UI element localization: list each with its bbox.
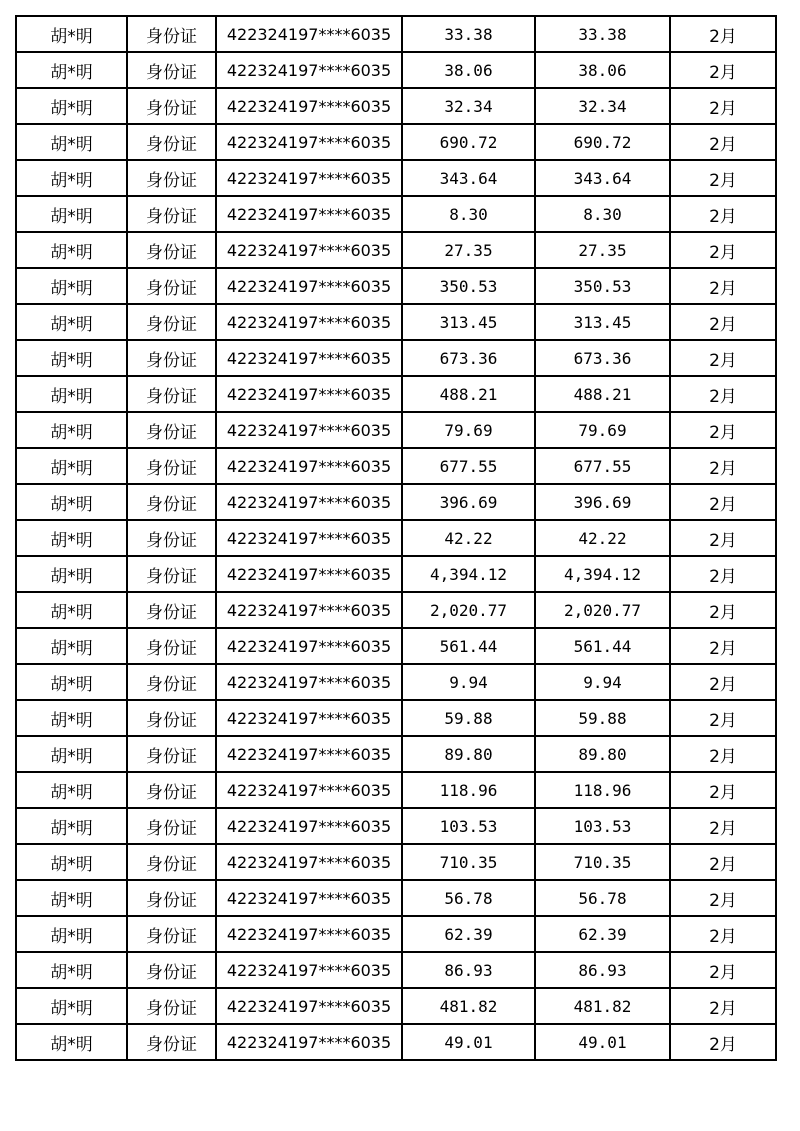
id-type-cell: 身份证 [127,844,216,880]
name-cell: 胡*明 [16,304,127,340]
amount-paid-cell: 118.96 [535,772,670,808]
month-cell: 2月 [670,160,776,196]
id-number-cell: 422324197****6035 [216,268,402,304]
month-cell: 2月 [670,880,776,916]
table-row [16,376,776,412]
month-cell: 2月 [670,592,776,628]
table-row [16,484,776,520]
id-type-cell: 身份证 [127,484,216,520]
id-type-cell: 身份证 [127,988,216,1024]
name-cell: 胡*明 [16,916,127,952]
name-cell: 胡*明 [16,664,127,700]
name-cell: 胡*明 [16,340,127,376]
id-type-cell: 身份证 [127,736,216,772]
amount-paid-cell: 673.36 [535,340,670,376]
name-cell: 胡*明 [16,88,127,124]
id-number-cell: 422324197****6035 [216,880,402,916]
amount-paid-cell: 33.38 [535,16,670,52]
id-type-cell: 身份证 [127,592,216,628]
id-number-cell: 422324197****6035 [216,808,402,844]
id-number-cell: 422324197****6035 [216,304,402,340]
id-number-cell: 422324197****6035 [216,448,402,484]
amount-paid-cell: 396.69 [535,484,670,520]
amount-cell: 673.36 [402,340,535,376]
table-row [16,196,776,232]
month-cell: 2月 [670,664,776,700]
id-type-cell: 身份证 [127,700,216,736]
amount-cell: 4,394.12 [402,556,535,592]
amount-paid-cell: 89.80 [535,736,670,772]
amount-paid-cell: 38.06 [535,52,670,88]
amount-cell: 86.93 [402,952,535,988]
id-type-cell: 身份证 [127,88,216,124]
amount-paid-cell: 561.44 [535,628,670,664]
name-cell: 胡*明 [16,196,127,232]
name-cell: 胡*明 [16,268,127,304]
id-number-cell: 422324197****6035 [216,772,402,808]
payment-table [15,15,777,1061]
id-number-cell: 422324197****6035 [216,664,402,700]
id-type-cell: 身份证 [127,16,216,52]
id-number-cell: 422324197****6035 [216,916,402,952]
id-type-cell: 身份证 [127,448,216,484]
id-type-cell: 身份证 [127,268,216,304]
table-row [16,772,776,808]
id-type-cell: 身份证 [127,808,216,844]
month-cell: 2月 [670,988,776,1024]
name-cell: 胡*明 [16,556,127,592]
month-cell: 2月 [670,772,776,808]
amount-cell: 27.35 [402,232,535,268]
table-row [16,664,776,700]
id-number-cell: 422324197****6035 [216,340,402,376]
id-number-cell: 422324197****6035 [216,628,402,664]
amount-cell: 8.30 [402,196,535,232]
amount-cell: 313.45 [402,304,535,340]
amount-paid-cell: 62.39 [535,916,670,952]
table-row [16,160,776,196]
amount-paid-cell: 59.88 [535,700,670,736]
id-number-cell: 422324197****6035 [216,556,402,592]
id-type-cell: 身份证 [127,340,216,376]
name-cell: 胡*明 [16,376,127,412]
id-number-cell: 422324197****6035 [216,592,402,628]
name-cell: 胡*明 [16,736,127,772]
amount-paid-cell: 9.94 [535,664,670,700]
table-row [16,700,776,736]
table-row [16,628,776,664]
table-row [16,16,776,52]
id-type-cell: 身份证 [127,520,216,556]
amount-cell: 33.38 [402,16,535,52]
amount-cell: 118.96 [402,772,535,808]
month-cell: 2月 [670,16,776,52]
amount-paid-cell: 350.53 [535,268,670,304]
amount-paid-cell: 4,394.12 [535,556,670,592]
table-row [16,340,776,376]
name-cell: 胡*明 [16,448,127,484]
amount-paid-cell: 27.35 [535,232,670,268]
name-cell: 胡*明 [16,628,127,664]
amount-cell: 103.53 [402,808,535,844]
id-type-cell: 身份证 [127,628,216,664]
name-cell: 胡*明 [16,1024,127,1060]
amount-cell: 488.21 [402,376,535,412]
id-type-cell: 身份证 [127,880,216,916]
id-type-cell: 身份证 [127,232,216,268]
payment-table-body [16,16,776,1060]
name-cell: 胡*明 [16,160,127,196]
id-type-cell: 身份证 [127,556,216,592]
amount-cell: 343.64 [402,160,535,196]
month-cell: 2月 [670,52,776,88]
amount-cell: 9.94 [402,664,535,700]
month-cell: 2月 [670,736,776,772]
month-cell: 2月 [670,556,776,592]
name-cell: 胡*明 [16,16,127,52]
month-cell: 2月 [670,88,776,124]
month-cell: 2月 [670,628,776,664]
amount-cell: 38.06 [402,52,535,88]
amount-cell: 350.53 [402,268,535,304]
table-row [16,592,776,628]
amount-cell: 56.78 [402,880,535,916]
name-cell: 胡*明 [16,592,127,628]
table-row [16,268,776,304]
month-cell: 2月 [670,124,776,160]
amount-cell: 710.35 [402,844,535,880]
name-cell: 胡*明 [16,772,127,808]
name-cell: 胡*明 [16,124,127,160]
name-cell: 胡*明 [16,412,127,448]
amount-cell: 59.88 [402,700,535,736]
amount-paid-cell: 56.78 [535,880,670,916]
amount-paid-cell: 8.30 [535,196,670,232]
id-type-cell: 身份证 [127,376,216,412]
id-number-cell: 422324197****6035 [216,736,402,772]
id-number-cell: 422324197****6035 [216,16,402,52]
month-cell: 2月 [670,700,776,736]
id-number-cell: 422324197****6035 [216,484,402,520]
table-row [16,232,776,268]
table-row [16,412,776,448]
amount-paid-cell: 2,020.77 [535,592,670,628]
amount-cell: 561.44 [402,628,535,664]
id-number-cell: 422324197****6035 [216,160,402,196]
name-cell: 胡*明 [16,520,127,556]
amount-cell: 32.34 [402,88,535,124]
id-number-cell: 422324197****6035 [216,232,402,268]
id-number-cell: 422324197****6035 [216,988,402,1024]
amount-cell: 690.72 [402,124,535,160]
month-cell: 2月 [670,340,776,376]
amount-cell: 89.80 [402,736,535,772]
name-cell: 胡*明 [16,484,127,520]
month-cell: 2月 [670,916,776,952]
table-row [16,952,776,988]
id-number-cell: 422324197****6035 [216,196,402,232]
id-type-cell: 身份证 [127,52,216,88]
id-type-cell: 身份证 [127,160,216,196]
table-row [16,88,776,124]
id-number-cell: 422324197****6035 [216,1024,402,1060]
amount-cell: 2,020.77 [402,592,535,628]
amount-paid-cell: 32.34 [535,88,670,124]
amount-cell: 396.69 [402,484,535,520]
id-type-cell: 身份证 [127,196,216,232]
amount-cell: 62.39 [402,916,535,952]
name-cell: 胡*明 [16,844,127,880]
amount-paid-cell: 103.53 [535,808,670,844]
id-type-cell: 身份证 [127,772,216,808]
id-type-cell: 身份证 [127,124,216,160]
table-row [16,1024,776,1060]
amount-paid-cell: 49.01 [535,1024,670,1060]
amount-cell: 49.01 [402,1024,535,1060]
amount-paid-cell: 481.82 [535,988,670,1024]
amount-paid-cell: 488.21 [535,376,670,412]
name-cell: 胡*明 [16,700,127,736]
table-row [16,448,776,484]
table-row [16,304,776,340]
id-number-cell: 422324197****6035 [216,124,402,160]
amount-cell: 79.69 [402,412,535,448]
id-number-cell: 422324197****6035 [216,520,402,556]
table-row [16,844,776,880]
id-type-cell: 身份证 [127,916,216,952]
id-type-cell: 身份证 [127,952,216,988]
name-cell: 胡*明 [16,988,127,1024]
table-row [16,556,776,592]
id-number-cell: 422324197****6035 [216,412,402,448]
id-type-cell: 身份证 [127,1024,216,1060]
table-row [16,988,776,1024]
id-type-cell: 身份证 [127,412,216,448]
table-row [16,124,776,160]
table-row [16,808,776,844]
table-row [16,880,776,916]
id-type-cell: 身份证 [127,664,216,700]
amount-cell: 677.55 [402,448,535,484]
table-row [16,916,776,952]
id-number-cell: 422324197****6035 [216,844,402,880]
month-cell: 2月 [670,196,776,232]
month-cell: 2月 [670,844,776,880]
amount-paid-cell: 79.69 [535,412,670,448]
name-cell: 胡*明 [16,232,127,268]
month-cell: 2月 [670,1024,776,1060]
month-cell: 2月 [670,268,776,304]
name-cell: 胡*明 [16,952,127,988]
amount-paid-cell: 343.64 [535,160,670,196]
id-type-cell: 身份证 [127,304,216,340]
month-cell: 2月 [670,412,776,448]
id-number-cell: 422324197****6035 [216,88,402,124]
amount-cell: 481.82 [402,988,535,1024]
amount-cell: 42.22 [402,520,535,556]
amount-paid-cell: 86.93 [535,952,670,988]
amount-paid-cell: 42.22 [535,520,670,556]
month-cell: 2月 [670,232,776,268]
id-number-cell: 422324197****6035 [216,376,402,412]
amount-paid-cell: 677.55 [535,448,670,484]
id-number-cell: 422324197****6035 [216,700,402,736]
name-cell: 胡*明 [16,808,127,844]
id-number-cell: 422324197****6035 [216,952,402,988]
month-cell: 2月 [670,448,776,484]
month-cell: 2月 [670,376,776,412]
table-row [16,736,776,772]
id-number-cell: 422324197****6035 [216,52,402,88]
amount-paid-cell: 313.45 [535,304,670,340]
month-cell: 2月 [670,952,776,988]
month-cell: 2月 [670,304,776,340]
name-cell: 胡*明 [16,880,127,916]
table-row [16,52,776,88]
month-cell: 2月 [670,520,776,556]
amount-paid-cell: 710.35 [535,844,670,880]
month-cell: 2月 [670,808,776,844]
name-cell: 胡*明 [16,52,127,88]
amount-paid-cell: 690.72 [535,124,670,160]
table-row [16,520,776,556]
month-cell: 2月 [670,484,776,520]
